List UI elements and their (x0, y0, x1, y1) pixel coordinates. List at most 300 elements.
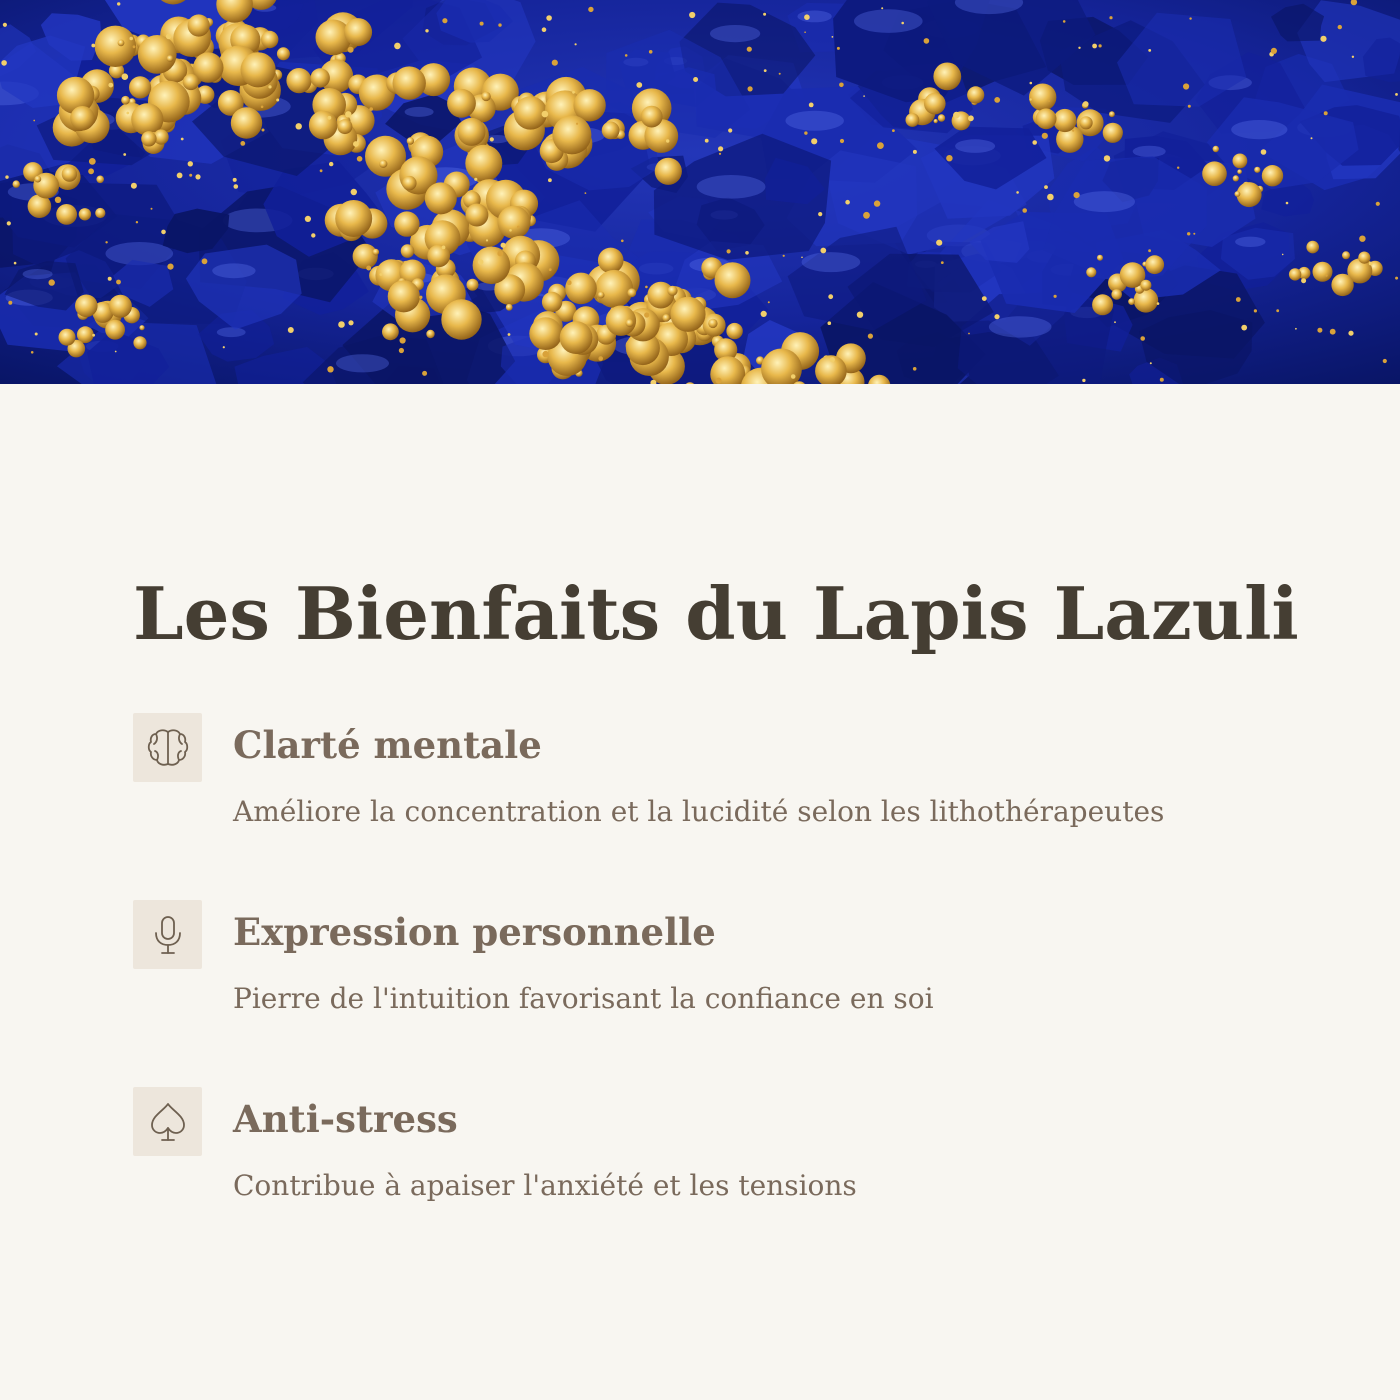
gold-speck (5, 175, 8, 178)
gold-speck (91, 44, 95, 48)
gold-speck (1395, 93, 1398, 96)
gold-speck (116, 280, 121, 285)
stone-highlight (854, 9, 923, 33)
gold-speck (941, 261, 944, 264)
gold-nugget (109, 295, 132, 318)
gold-speck (480, 22, 484, 26)
benefit-item-anti-stress (133, 1087, 1313, 1227)
gold-speck (89, 158, 96, 165)
gold-speck (1177, 167, 1179, 169)
gold-nugget (121, 96, 130, 105)
gold-speck (108, 277, 112, 281)
gold-nugget (1086, 267, 1096, 277)
gold-speck (840, 139, 844, 143)
gold-nugget (560, 321, 593, 354)
gold-speck (982, 296, 987, 301)
gold-speck (108, 83, 113, 88)
gold-speck (195, 174, 200, 179)
gold-speck (1044, 185, 1048, 189)
gold-speck (1295, 328, 1297, 330)
gold-nugget (401, 244, 415, 258)
gold-nugget (309, 111, 338, 140)
gold-speck (1359, 236, 1365, 242)
gold-nugget (1145, 255, 1164, 274)
gold-speck (636, 82, 642, 88)
gold-speck (768, 301, 770, 303)
gold-speck (1160, 378, 1164, 382)
gold-speck (881, 7, 883, 9)
gold-speck (351, 189, 357, 195)
gold-nugget (388, 280, 420, 312)
gold-nugget (626, 319, 634, 327)
gold-speck (1104, 155, 1110, 161)
gold-speck (338, 321, 345, 328)
gold-speck (1, 60, 7, 66)
gold-speck (442, 246, 446, 250)
gold-speck (394, 43, 401, 50)
gold-nugget (59, 329, 76, 346)
gold-speck (366, 266, 371, 271)
gold-nugget (56, 204, 77, 225)
gold-speck (588, 7, 593, 12)
gold-nugget (394, 211, 419, 236)
gold-nugget (167, 55, 174, 62)
gold-speck (1352, 56, 1354, 58)
gold-nugget (337, 119, 352, 134)
gold-speck (7, 221, 11, 225)
gold-nugget (425, 182, 457, 214)
gold-speck (745, 251, 749, 255)
gold-speck (328, 116, 332, 120)
gold-speck (804, 131, 807, 134)
gold-speck (268, 85, 271, 88)
gold-speck (305, 216, 311, 222)
gold-speck (3, 23, 7, 27)
stone-highlight (989, 316, 1052, 337)
stone-highlight (212, 263, 255, 278)
stone-highlight (1074, 191, 1135, 212)
gold-nugget (373, 249, 380, 256)
gold-speck (1236, 297, 1241, 302)
gold-speck (546, 15, 552, 21)
gold-speck (166, 34, 171, 39)
gold-speck (968, 115, 974, 121)
gold-speck (763, 13, 766, 16)
gold-speck (1099, 44, 1102, 47)
gold-speck (1148, 249, 1151, 252)
gold-speck (189, 174, 192, 177)
gold-speck (14, 262, 17, 265)
gold-speck (517, 226, 520, 229)
gold-speck (1369, 262, 1373, 266)
hero-image (0, 0, 1400, 384)
gold-speck (1348, 331, 1353, 336)
gold-speck (55, 197, 61, 203)
gold-speck (719, 153, 721, 155)
gold-speck (1241, 325, 1247, 331)
gold-speck (645, 286, 648, 289)
page-title: Les Bienfaits du Lapis Lazuli (133, 571, 1299, 656)
gold-nugget (183, 74, 199, 90)
stone-highlight (23, 269, 53, 279)
gold-speck (1047, 194, 1054, 201)
gold-nugget (95, 208, 105, 218)
gold-speck (223, 346, 225, 348)
gold-speck (161, 230, 166, 235)
gold-speck (863, 95, 865, 97)
benefit-title: Anti-stress (233, 1097, 458, 1141)
gold-nugget (924, 93, 946, 115)
gold-speck (1029, 98, 1031, 100)
gold-nugget (139, 325, 144, 330)
gold-nugget (1233, 154, 1248, 169)
gold-speck (832, 36, 834, 38)
gold-speck (1282, 254, 1284, 256)
gold-speck (357, 156, 363, 162)
gold-speck (1048, 100, 1050, 102)
gold-speck (868, 334, 873, 339)
gold-speck (748, 86, 753, 91)
gold-speck (136, 221, 138, 223)
gold-speck (400, 337, 406, 343)
gold-nugget (1237, 182, 1262, 207)
gold-speck (718, 146, 723, 151)
gold-nugget (667, 286, 677, 296)
gold-nugget (118, 40, 125, 47)
gold-speck (953, 112, 960, 119)
gold-speck (399, 348, 404, 353)
gold-speck (542, 351, 548, 357)
gold-speck (88, 168, 94, 174)
gold-speck (994, 314, 999, 319)
gold-speck (1054, 295, 1057, 298)
gold-speck (913, 150, 917, 154)
gold-speck (117, 2, 120, 5)
gold-nugget (1109, 111, 1115, 117)
stone-highlight (1133, 146, 1166, 157)
gold-nugget (379, 160, 387, 168)
gold-speck (425, 29, 428, 32)
gold-nugget (1213, 146, 1219, 152)
gold-speck (1042, 133, 1048, 139)
gold-speck (1187, 232, 1190, 235)
gold-speck (188, 161, 193, 166)
gold-nugget (95, 26, 136, 67)
gold-speck (845, 200, 850, 205)
gold-speck (177, 173, 183, 179)
gold-nugget (967, 86, 984, 103)
gold-speck (1114, 321, 1116, 323)
gold-nugget (598, 248, 624, 274)
gold-speck (474, 178, 477, 181)
gold-speck (129, 37, 133, 41)
gold-nugget (726, 323, 742, 339)
gold-speck (542, 27, 547, 32)
gold-nugget (598, 292, 605, 299)
gold-speck (1383, 359, 1387, 363)
gold-nugget (542, 292, 562, 312)
gold-speck (598, 356, 603, 361)
gold-speck (575, 43, 577, 45)
gold-speck (621, 240, 624, 243)
gold-speck (490, 137, 494, 141)
gold-nugget (141, 131, 156, 146)
gold-nugget (1358, 252, 1370, 264)
gold-speck (791, 374, 796, 379)
gold-speck (1082, 379, 1085, 382)
gold-speck (422, 371, 427, 376)
gold-speck (689, 12, 695, 18)
gold-speck (123, 153, 126, 156)
gold-speck (693, 77, 698, 82)
gold-speck (1320, 36, 1326, 42)
gold-nugget (641, 106, 663, 128)
gold-speck (296, 123, 302, 129)
gold-nugget (96, 176, 104, 184)
gold-nugget (13, 180, 20, 187)
gold-nugget (188, 14, 210, 36)
stone-highlight (336, 354, 389, 372)
gold-speck (801, 257, 803, 259)
gold-speck (311, 233, 315, 237)
gold-speck (369, 107, 373, 111)
gold-speck (1157, 302, 1160, 305)
gold-nugget (34, 176, 41, 183)
gold-speck (874, 200, 880, 206)
gold-nugget (277, 47, 290, 60)
gold-nugget (382, 323, 399, 340)
gold-nugget (353, 244, 378, 269)
gold-nugget (1254, 167, 1260, 173)
gold-nugget (655, 158, 682, 185)
gold-speck (1325, 274, 1327, 276)
lapis-lazuli-photo (0, 0, 1400, 384)
gold-speck (92, 334, 95, 337)
gold-speck (877, 142, 884, 149)
stone-highlight (405, 107, 434, 117)
gold-nugget (715, 262, 751, 298)
gold-speck (1301, 278, 1306, 283)
gold-speck (747, 47, 752, 52)
gold-speck (1072, 130, 1074, 132)
gold-speck (35, 333, 38, 336)
gold-nugget (344, 18, 372, 46)
gold-nugget (465, 145, 502, 182)
gold-nugget (1313, 262, 1333, 282)
gold-speck (837, 47, 840, 50)
gold-nugget (602, 121, 620, 139)
gold-speck (353, 141, 359, 147)
gold-nugget (465, 204, 488, 227)
gold-speck (552, 60, 558, 66)
gold-nugget (231, 107, 262, 138)
gold-nugget (1111, 289, 1122, 300)
gold-speck (901, 22, 904, 25)
gold-speck (761, 311, 767, 317)
gold-speck (497, 251, 503, 257)
gold-speck (968, 333, 970, 335)
gold-nugget (458, 118, 486, 146)
gold-nugget (627, 288, 636, 297)
gold-nugget (129, 76, 151, 98)
gold-speck (1189, 17, 1191, 19)
stone-highlight (955, 139, 995, 153)
gold-speck (820, 248, 826, 254)
gold-speck (585, 192, 587, 194)
gold-speck (1311, 137, 1313, 139)
gold-nugget (1235, 191, 1241, 197)
gold-nugget (138, 35, 177, 74)
gold-speck (625, 54, 628, 57)
gold-nugget (1103, 123, 1123, 143)
gold-speck (924, 38, 930, 44)
gold-speck (122, 73, 129, 80)
gold-nugget (565, 273, 597, 305)
gold-nugget (1342, 251, 1350, 259)
benefit-description: Améliore la concentration et la lucidité selon les lithothérapeutes (233, 795, 1165, 828)
gold-speck (649, 50, 653, 54)
spade-icon (133, 1087, 202, 1156)
gold-speck (380, 273, 383, 276)
benefit-title: Expression personnelle (233, 910, 716, 954)
gold-nugget (335, 200, 372, 237)
gold-speck (1030, 82, 1033, 85)
gold-speck (131, 183, 137, 189)
gold-speck (419, 296, 422, 299)
gold-nugget (70, 106, 94, 130)
gold-nugget (906, 113, 920, 127)
gold-speck (863, 212, 870, 219)
gold-nugget (595, 270, 633, 308)
gold-speck (936, 240, 942, 246)
stone-highlight (786, 111, 844, 131)
gold-speck (809, 103, 814, 108)
gold-speck (442, 18, 447, 23)
gold-speck (1150, 362, 1152, 364)
gold-speck (288, 327, 294, 333)
gold-nugget (1306, 241, 1319, 254)
gold-speck (478, 259, 483, 264)
gold-speck (1074, 192, 1080, 198)
gold-nugget (1262, 165, 1283, 186)
gold-speck (1317, 328, 1322, 333)
gold-speck (728, 128, 732, 132)
gold-nugget (1140, 280, 1151, 291)
gold-nugget (393, 66, 426, 99)
gold-speck (1148, 49, 1151, 52)
gold-speck (1016, 191, 1019, 194)
gold-speck (167, 264, 173, 270)
gold-speck (105, 241, 107, 243)
gold-speck (828, 321, 832, 325)
gold-nugget (105, 320, 125, 340)
gold-speck (49, 279, 55, 285)
gold-nugget (1237, 169, 1242, 174)
gold-speck (666, 139, 669, 142)
gold-speck (115, 351, 117, 353)
gold-speck (234, 184, 239, 189)
stone-highlight (217, 327, 246, 337)
gold-speck (33, 120, 35, 122)
gold-speck (498, 23, 501, 26)
stone-highlight (1235, 237, 1265, 247)
gold-nugget (75, 295, 98, 318)
benefit-title: Clarté mentale (233, 723, 542, 767)
gold-speck (779, 73, 781, 75)
gold-speck (261, 106, 264, 109)
gold-speck (329, 162, 333, 166)
gold-speck (783, 255, 785, 257)
gold-speck (1276, 309, 1279, 312)
brain-icon (133, 713, 202, 782)
gold-nugget (708, 319, 717, 328)
gold-nugget (662, 314, 670, 322)
gold-speck (576, 123, 578, 125)
gold-speck (839, 83, 844, 88)
gold-nugget (286, 68, 311, 93)
gold-speck (276, 99, 279, 102)
gold-nugget (1233, 175, 1239, 181)
gold-nugget (1331, 274, 1353, 296)
gold-nugget (552, 115, 591, 154)
gold-speck (327, 366, 333, 372)
stone-highlight (1231, 120, 1287, 139)
gold-nugget (261, 31, 278, 48)
gold-speck (1395, 277, 1398, 280)
gold-speck (1092, 44, 1097, 49)
gold-speck (126, 112, 129, 115)
gold-speck (913, 367, 917, 371)
gold-speck (1338, 25, 1342, 29)
gold-speck (501, 243, 506, 248)
gold-speck (1324, 111, 1328, 115)
gold-nugget (1097, 255, 1103, 261)
microphone-icon (133, 900, 202, 969)
benefit-item-clarte (133, 713, 1313, 853)
gold-nugget (467, 279, 479, 291)
gold-speck (542, 111, 549, 118)
gold-nugget (447, 89, 476, 118)
gold-nugget (933, 63, 961, 91)
gold-speck (509, 229, 512, 232)
gold-speck (345, 111, 351, 117)
gold-speck (830, 357, 835, 362)
gold-speck (233, 178, 237, 182)
gold-speck (727, 249, 731, 253)
gold-nugget (1036, 108, 1057, 129)
gold-nugget (1128, 298, 1135, 305)
gold-speck (31, 351, 34, 354)
gold-speck (804, 14, 810, 20)
gold-speck (1032, 140, 1037, 145)
gold-speck (1188, 105, 1191, 108)
gold-speck (567, 280, 572, 285)
gold-speck (240, 141, 245, 146)
gold-nugget (133, 336, 146, 349)
gold-speck (1063, 20, 1066, 23)
gold-speck (8, 301, 12, 305)
gold-speck (705, 139, 709, 143)
gold-speck (133, 45, 136, 48)
benefit-description: Pierre de l'intuition favorisant la confiance en soi (233, 982, 934, 1015)
gold-speck (716, 378, 722, 384)
gold-speck (548, 178, 552, 182)
gold-nugget (1092, 294, 1113, 315)
gold-speck (262, 129, 265, 132)
benefit-description: Contribue à apaiser l'anxiété et les tensions (233, 1169, 857, 1202)
benefit-item-expression (133, 900, 1313, 1040)
gold-speck (994, 97, 1000, 103)
